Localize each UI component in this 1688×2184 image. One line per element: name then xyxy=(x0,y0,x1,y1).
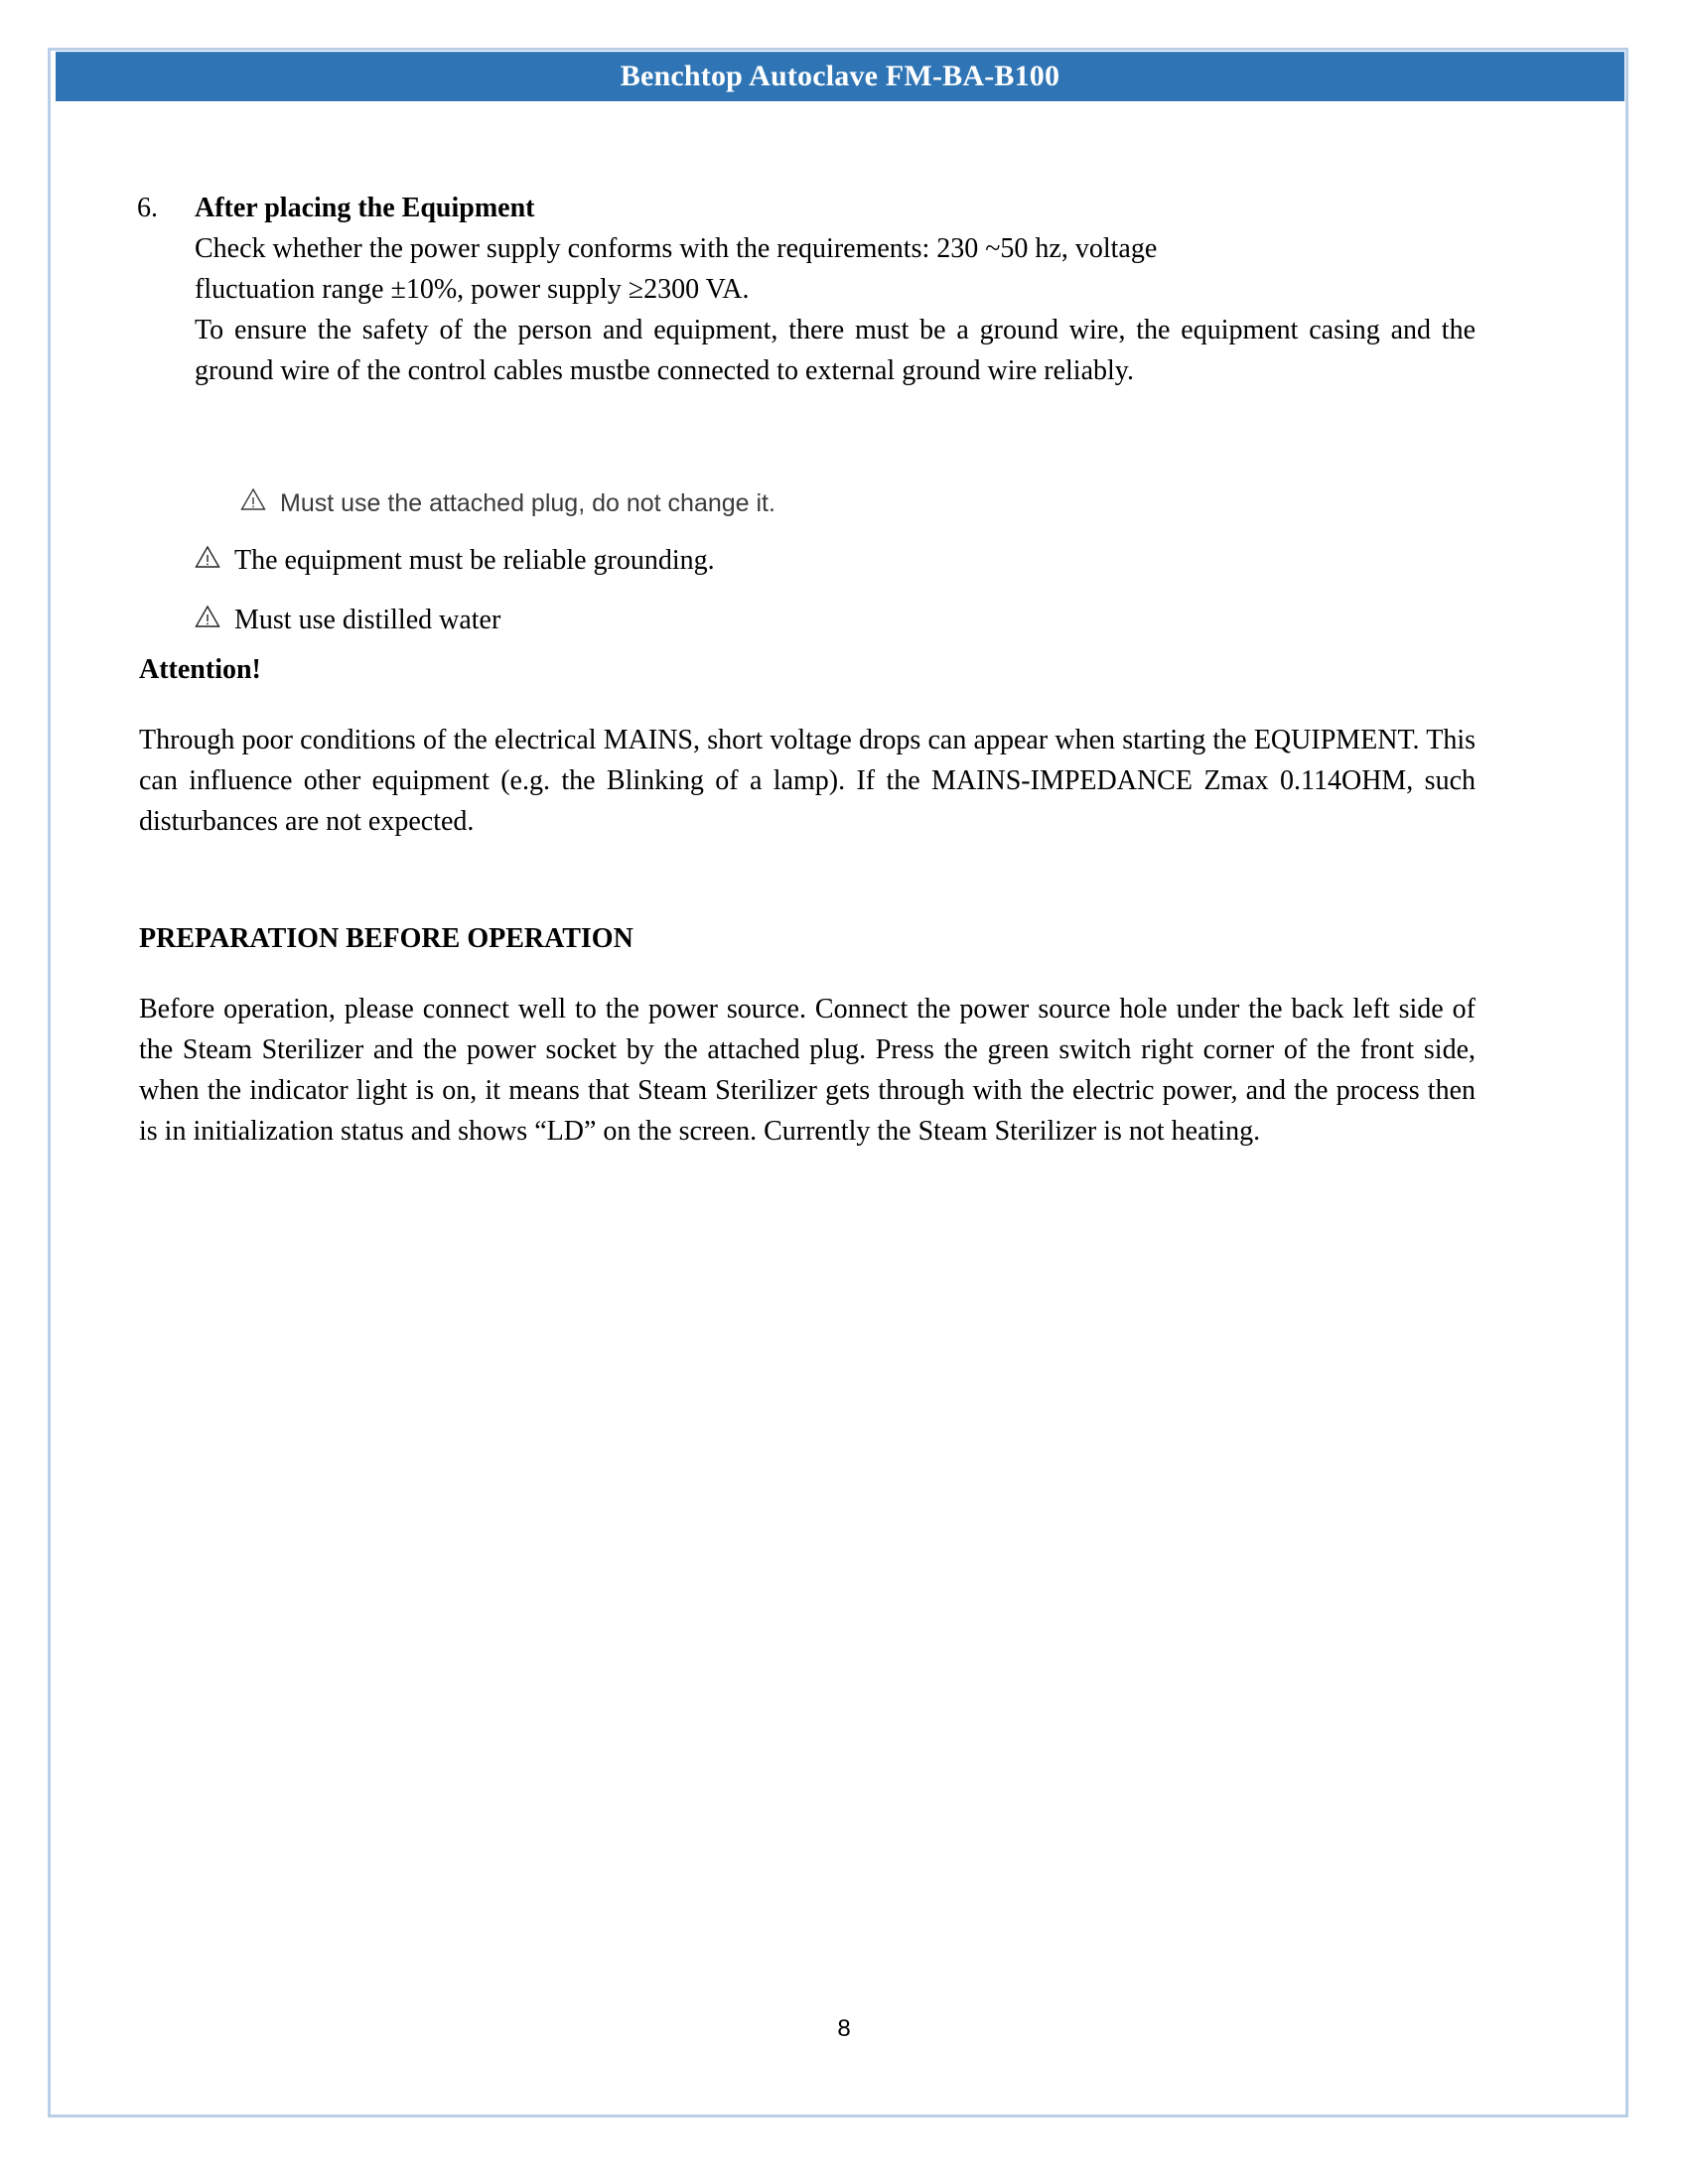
page-number: 8 xyxy=(837,2015,851,2042)
warning-triangle-icon xyxy=(195,545,224,569)
attention-heading: Attention! xyxy=(139,654,261,685)
preparation-heading: PREPARATION BEFORE OPERATION xyxy=(139,923,633,954)
list-item-paragraph-line-1: Check whether the power supply conforms with the requirements: 230 ~50 hz, voltage xyxy=(195,233,1158,264)
document-header-banner xyxy=(56,52,1624,101)
page-title: Benchtop Autoclave FM-BA-B100 xyxy=(620,60,1060,92)
preparation-paragraph: Before operation, please connect well to the power source. Connect the power source hole under the back left side of the Steam Sterilizer and the power socket by the attached plug. Press the green switch right corner of the front side, when the indicator light is on, it means that Steam Sterilizer gets through with the electric power, and the process then is in initialization status and shows “LD” on the screen. Currently the Steam Sterilizer is not heating. xyxy=(139,994,1476,1147)
warning-triangle-icon xyxy=(195,605,224,628)
warning-item xyxy=(240,486,1476,520)
warning-item xyxy=(195,542,1476,580)
document-body xyxy=(139,650,1476,1152)
list-item-paragraph-2: To ensure the safety of the person and equipment, there must be a ground wire, the equipment casing and the ground wire of the control cables mustbe connected to external ground wire reliably. xyxy=(195,315,1476,386)
warning-text: Must use the attached plug, do not change it. xyxy=(280,489,775,517)
numbered-item-section xyxy=(137,189,1476,391)
warning-triangle-icon xyxy=(240,487,270,511)
warning-list xyxy=(195,486,1476,661)
warning-text: The equipment must be reliable grounding. xyxy=(234,545,715,576)
list-item-heading: After placing the Equipment xyxy=(195,193,535,223)
list-item-paragraph-line-2: fluctuation range ±10%, power supply ≥2300 VA. xyxy=(195,274,750,305)
attention-paragraph: Through poor conditions of the electrical MAINS, short voltage drops can appear when starting the EQUIPMENT. This can influence other equipment (e.g. the Blinking of a lamp). If the MAINS-IMPEDANCE Zmax 0.114OHM, such disturbances are not expected. xyxy=(139,725,1476,837)
warning-item xyxy=(195,602,1476,639)
warning-text: Must use distilled water xyxy=(234,605,501,635)
list-item xyxy=(137,189,1476,391)
list-item-number: 6. xyxy=(137,193,158,223)
